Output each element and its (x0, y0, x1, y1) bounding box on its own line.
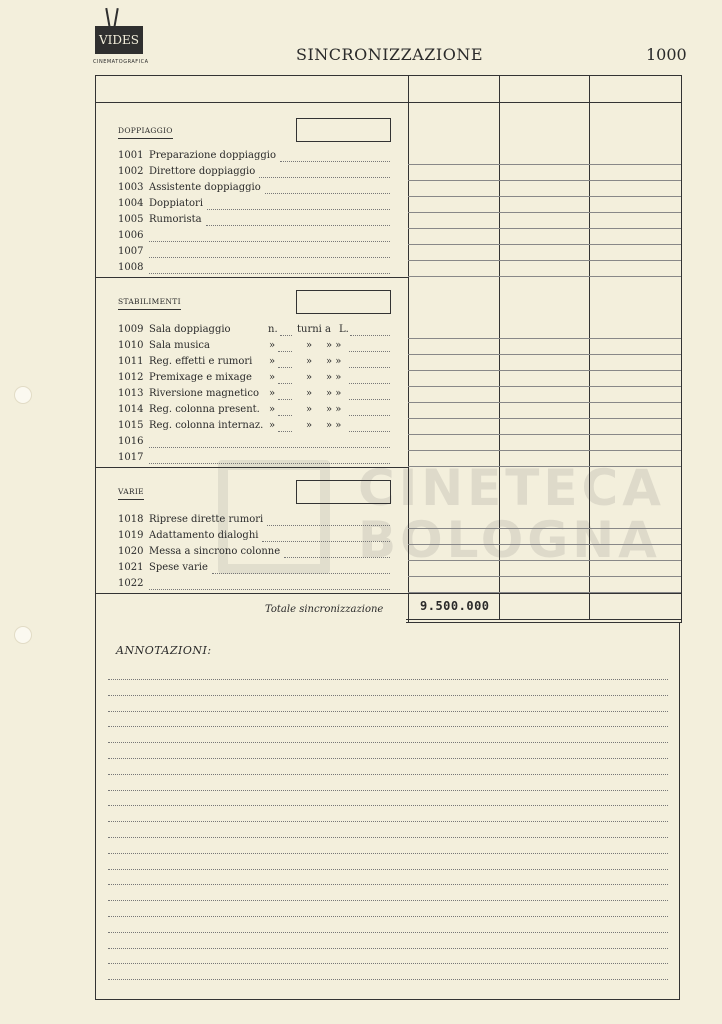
value-rule (408, 434, 681, 435)
logo-stick-left (105, 8, 110, 28)
dotted-leader (349, 351, 390, 352)
vides-logo (93, 8, 149, 68)
dotted-leader (349, 431, 390, 432)
dotted-leader (149, 241, 390, 242)
value-rule (408, 528, 681, 529)
value-rule (408, 276, 681, 277)
item-code: 1020 (118, 546, 144, 557)
frame-left (95, 75, 96, 1000)
punch-hole (14, 626, 32, 644)
item-code: 1001 (118, 150, 144, 161)
item-code: 1015 (118, 420, 144, 431)
annotation-line[interactable] (108, 695, 668, 696)
annotation-line[interactable] (108, 853, 668, 854)
dotted-leader (259, 177, 390, 178)
section-heading-stabilimenti: STABILIMENTI (118, 297, 181, 310)
dotted-leader (149, 257, 390, 258)
frame-bottom (95, 999, 680, 1000)
annotation-line[interactable] (108, 679, 668, 680)
annotation-line[interactable] (108, 869, 668, 870)
rate-lire: » » (326, 388, 342, 399)
header-row-line (95, 102, 682, 103)
annotation-line[interactable] (108, 963, 668, 964)
rate-count: » (269, 372, 276, 383)
value-rule (408, 244, 681, 245)
item-code: 1007 (118, 246, 144, 257)
dotted-leader (278, 351, 292, 352)
item-label: Premixage e mixage (149, 372, 252, 383)
dotted-leader (267, 525, 390, 526)
column-divider (589, 75, 590, 620)
rate-shifts: » (306, 340, 313, 351)
item-code: 1009 (118, 324, 144, 335)
rate-shifts: » (306, 404, 313, 415)
logo-subtitle: CINEMATOGRAFICA (93, 59, 149, 65)
section-heading-varie: VARIE (118, 487, 144, 500)
item-label: Adattamento dialoghi (149, 530, 259, 541)
item-code: 1014 (118, 404, 144, 415)
rate-count: » (269, 340, 276, 351)
punch-hole (14, 386, 32, 404)
annotation-line[interactable] (108, 884, 668, 885)
section-divider (95, 467, 408, 468)
column-divider (499, 75, 500, 620)
dotted-leader (265, 193, 390, 194)
frame-right-upper (681, 75, 682, 622)
annotation-line[interactable] (108, 711, 668, 712)
item-code: 1005 (118, 214, 144, 225)
item-label: Rumorista (149, 214, 202, 225)
frame-right-lower (679, 622, 680, 1000)
value-rule (408, 180, 681, 181)
value-rule (408, 402, 681, 403)
value-rule (408, 386, 681, 387)
value-rule (408, 260, 681, 261)
value-rule (408, 576, 681, 577)
rate-shifts: » (306, 356, 313, 367)
rate-lire: » » (326, 404, 342, 415)
value-rule (408, 560, 681, 561)
annotation-line[interactable] (108, 821, 668, 822)
dotted-leader (278, 431, 292, 432)
dotted-leader (206, 225, 390, 226)
watermark (358, 459, 665, 569)
item-label: Reg. effetti e rumori (149, 356, 253, 367)
rate-lire: » » (326, 356, 342, 367)
total-row-line (95, 593, 682, 594)
annotation-line[interactable] (108, 742, 668, 743)
item-code: 1022 (118, 578, 144, 589)
rate-lire: L. (339, 324, 349, 335)
dotted-leader (207, 209, 390, 210)
rate-count: » (269, 420, 276, 431)
dotted-leader (350, 335, 390, 336)
column-divider (408, 75, 409, 622)
value-rule (408, 228, 681, 229)
total-label: Totale sincronizzazione (265, 604, 384, 615)
item-code: 1008 (118, 262, 144, 273)
value-rule (408, 370, 681, 371)
item-code: 1003 (118, 182, 144, 193)
item-label: Riversione magnetico (149, 388, 260, 399)
item-code: 1002 (118, 166, 144, 177)
item-label: Reg. colonna present. (149, 404, 260, 415)
item-code: 1006 (118, 230, 144, 241)
section-total-box[interactable] (296, 118, 391, 142)
total-underline (406, 622, 682, 623)
item-label: Reg. colonna internaz. (149, 420, 264, 431)
dotted-leader (278, 383, 292, 384)
item-code: 1017 (118, 452, 144, 463)
item-label: Direttore doppiaggio (149, 166, 256, 177)
value-rule (408, 196, 681, 197)
item-code: 1004 (118, 198, 144, 209)
rate-shifts: » (306, 372, 313, 383)
item-code: 1010 (118, 340, 144, 351)
section-total-box[interactable] (296, 290, 391, 314)
dotted-leader (284, 557, 390, 558)
dotted-leader (349, 415, 390, 416)
item-label: Doppiatori (149, 198, 204, 209)
rate-count: » (269, 404, 276, 415)
annotation-line[interactable] (108, 758, 668, 759)
value-rule (408, 450, 681, 451)
value-rule (408, 466, 681, 467)
logo-stick-right (113, 8, 118, 28)
dotted-leader (278, 367, 292, 368)
rate-count: » (269, 388, 276, 399)
rate-shifts: » (306, 420, 313, 431)
dotted-leader (349, 367, 390, 368)
section-heading-doppiaggio: DOPPIAGGIO (118, 126, 173, 139)
rate-shifts: turni a (297, 324, 332, 335)
dotted-leader (280, 335, 292, 336)
value-rule (408, 164, 681, 165)
dotted-leader (212, 573, 390, 574)
item-code: 1011 (118, 356, 144, 367)
annotation-line[interactable] (108, 790, 668, 791)
dotted-leader (278, 399, 292, 400)
frame-top (95, 75, 682, 76)
item-code: 1018 (118, 514, 144, 525)
rate-shifts: » (306, 388, 313, 399)
dotted-leader (349, 383, 390, 384)
dotted-leader (149, 273, 390, 274)
value-rule (408, 418, 681, 419)
rate-lire: » » (326, 340, 342, 351)
annotation-line[interactable] (108, 726, 668, 727)
annotation-line[interactable] (108, 979, 668, 980)
dotted-leader (149, 447, 390, 448)
total-underline (406, 619, 682, 620)
item-label: Riprese dirette rumori (149, 514, 264, 525)
rate-count: n. (268, 324, 278, 335)
dotted-leader (149, 589, 390, 590)
section-total-box[interactable] (296, 480, 391, 504)
dotted-leader (349, 399, 390, 400)
annotation-line[interactable] (108, 900, 668, 901)
item-label: Messa a sincrono colonne (149, 546, 281, 557)
item-code: 1016 (118, 436, 144, 447)
page-code: 1000 (646, 45, 687, 64)
item-code: 1012 (118, 372, 144, 383)
annotation-line[interactable] (108, 805, 668, 806)
annotation-line[interactable] (108, 837, 668, 838)
item-label: Sala musica (149, 340, 210, 351)
value-rule (408, 354, 681, 355)
value-rule (408, 212, 681, 213)
watermark-line-2: BOLOGNA (358, 511, 661, 569)
item-label: Preparazione doppiaggio (149, 150, 276, 161)
value-rule (408, 338, 681, 339)
annotations-heading: ANNOTAZIONI: (116, 644, 212, 657)
annotation-line[interactable] (108, 948, 668, 949)
value-rule (408, 544, 681, 545)
annotation-line[interactable] (108, 774, 668, 775)
item-code: 1013 (118, 388, 144, 399)
watermark-line-1: CINETECA (358, 459, 665, 517)
dotted-leader (262, 541, 390, 542)
annotation-line[interactable] (108, 932, 668, 933)
rate-lire: » » (326, 420, 342, 431)
item-label: Sala doppiaggio (149, 324, 231, 335)
item-label: Assistente doppiaggio (149, 182, 261, 193)
logo-wordmark: VIDES (95, 26, 143, 54)
rate-lire: » » (326, 372, 342, 383)
rate-count: » (269, 356, 276, 367)
annotation-line[interactable] (108, 916, 668, 917)
total-value: 9.500.000 (420, 599, 490, 613)
dotted-leader (278, 415, 292, 416)
page-title: SINCRONIZZAZIONE (296, 45, 484, 64)
section-divider (95, 277, 408, 278)
item-code: 1021 (118, 562, 144, 573)
dotted-leader (280, 161, 390, 162)
dotted-leader (149, 463, 390, 464)
item-code: 1019 (118, 530, 144, 541)
item-label: Spese varie (149, 562, 208, 573)
value-rule (408, 592, 681, 593)
